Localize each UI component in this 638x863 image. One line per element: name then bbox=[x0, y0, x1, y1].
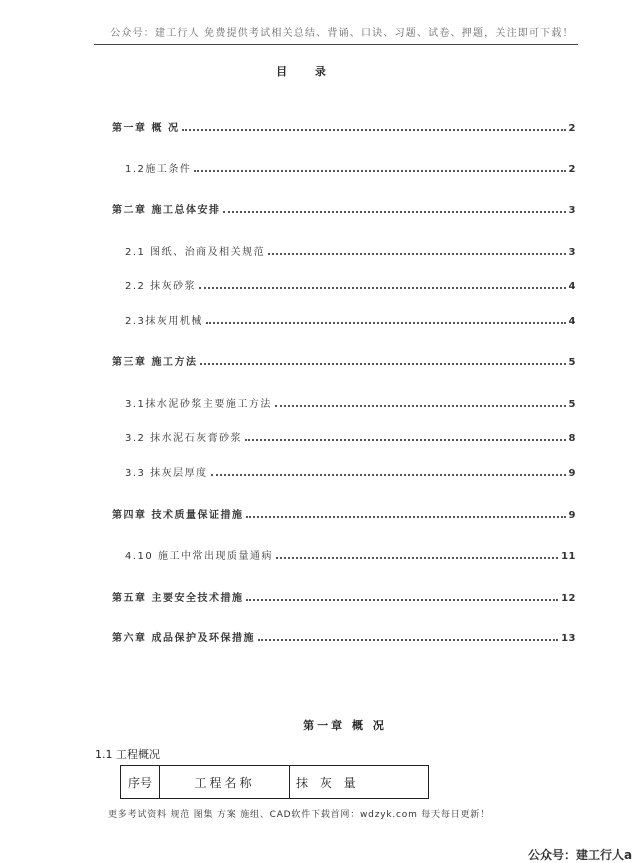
chapter-heading: 第一章 概 况 bbox=[303, 719, 387, 732]
toc-entry-label: 3.3 抹灰层厚度 bbox=[125, 468, 208, 479]
toc-entry[interactable] bbox=[125, 313, 576, 327]
toc-entry-label: 第四章 技术质量保证措施 bbox=[112, 510, 244, 521]
table-header-plaster-amount: 抹 灰 量 bbox=[296, 775, 360, 790]
toc-entry-page: 4 bbox=[568, 281, 576, 292]
toc-entry-label: 第六章 成品保护及环保措施 bbox=[112, 633, 255, 644]
toc-entry[interactable] bbox=[125, 430, 576, 444]
toc-leader-dots bbox=[275, 405, 566, 407]
toc-entry[interactable] bbox=[112, 202, 576, 216]
toc-entry-page: 8 bbox=[568, 433, 576, 444]
toc-entry[interactable] bbox=[125, 161, 576, 175]
toc-entry-page: 11 bbox=[561, 551, 576, 562]
toc-entry-page: 9 bbox=[568, 468, 576, 479]
toc-entry-label: 2.1 图纸、治商及相关规范 bbox=[125, 247, 266, 258]
toc-leader-dots bbox=[246, 599, 558, 601]
toc-leader-dots bbox=[276, 557, 558, 559]
toc-leader-dots bbox=[194, 170, 565, 172]
toc-entry-label: 2.3抹灰用机械 bbox=[125, 316, 203, 327]
toc-entry-page: 5 bbox=[568, 357, 576, 368]
toc-entry[interactable] bbox=[112, 354, 576, 368]
toc-entry-page: 2 bbox=[568, 123, 576, 134]
toc-entry[interactable] bbox=[112, 507, 576, 521]
toc-title: 目 录 bbox=[276, 65, 338, 78]
table-header-project-name: 工程名称 bbox=[160, 766, 290, 798]
toc-entry-page: 4 bbox=[568, 316, 576, 327]
watermark: 公众号：建工行人a bbox=[528, 848, 633, 862]
toc-leader-dots bbox=[245, 439, 565, 441]
toc-leader-dots bbox=[268, 253, 565, 255]
toc-entry-label: 3.2 抹水泥石灰膏砂浆 bbox=[125, 433, 243, 444]
toc-leader-dots bbox=[200, 363, 565, 365]
toc-entry[interactable] bbox=[112, 590, 576, 604]
toc-entry-page: 3 bbox=[568, 205, 576, 216]
toc-leader-dots bbox=[206, 322, 566, 324]
toc-entry[interactable] bbox=[112, 120, 576, 134]
toc-entry[interactable] bbox=[112, 630, 576, 644]
toc-entry[interactable] bbox=[125, 278, 576, 292]
toc-entry-page: 13 bbox=[561, 633, 576, 644]
toc-leader-dots bbox=[258, 639, 558, 641]
toc-entry-page: 12 bbox=[561, 593, 576, 604]
toc-entry-label: 第三章 施工方法 bbox=[112, 357, 198, 368]
section-heading: 1.1 工程概况 bbox=[95, 748, 160, 761]
toc-entry-label: 第五章 主要安全技术措施 bbox=[112, 593, 244, 604]
toc-leader-dots bbox=[223, 211, 565, 213]
toc-entry-label: 第一章 概 况 bbox=[112, 123, 180, 134]
project-table bbox=[120, 765, 429, 799]
toc-entry[interactable] bbox=[125, 244, 576, 258]
toc-entry-page: 5 bbox=[568, 399, 576, 410]
toc-leader-dots bbox=[246, 516, 565, 518]
toc-entry[interactable] bbox=[125, 548, 576, 562]
toc-entry-label: 1.2施工条件 bbox=[125, 164, 192, 175]
toc-leader-dots bbox=[199, 287, 565, 289]
toc-entry-label: 3.1抹水泥砂浆主要施工方法 bbox=[125, 399, 272, 410]
toc-leader-dots bbox=[182, 129, 565, 131]
toc-entry-label: 2.2 抹灰砂浆 bbox=[125, 281, 197, 292]
table-header-index: 序号 bbox=[121, 766, 160, 798]
footer-note: 更多考试资料 规范 图集 方案 施组、CAD软件下载首网：wdzyk.com 每天每日更新！ bbox=[108, 810, 490, 820]
toc-entry-page: 9 bbox=[568, 510, 576, 521]
header-note: 公众号：建工行人 免费提供考试相关总结、背诵、口诀、习题、试卷、押题，关注即可下载！ bbox=[110, 28, 574, 39]
toc-entry-label: 4.10 施工中常出现质量通病 bbox=[125, 551, 273, 562]
toc-entry[interactable] bbox=[125, 396, 576, 410]
toc-entry-page: 3 bbox=[568, 247, 576, 258]
toc-entry-label: 第二章 施工总体安排 bbox=[112, 205, 221, 216]
toc-entry-page: 2 bbox=[568, 164, 576, 175]
toc-entry[interactable] bbox=[125, 465, 576, 479]
header-rule bbox=[94, 44, 578, 45]
toc-leader-dots bbox=[211, 474, 566, 476]
